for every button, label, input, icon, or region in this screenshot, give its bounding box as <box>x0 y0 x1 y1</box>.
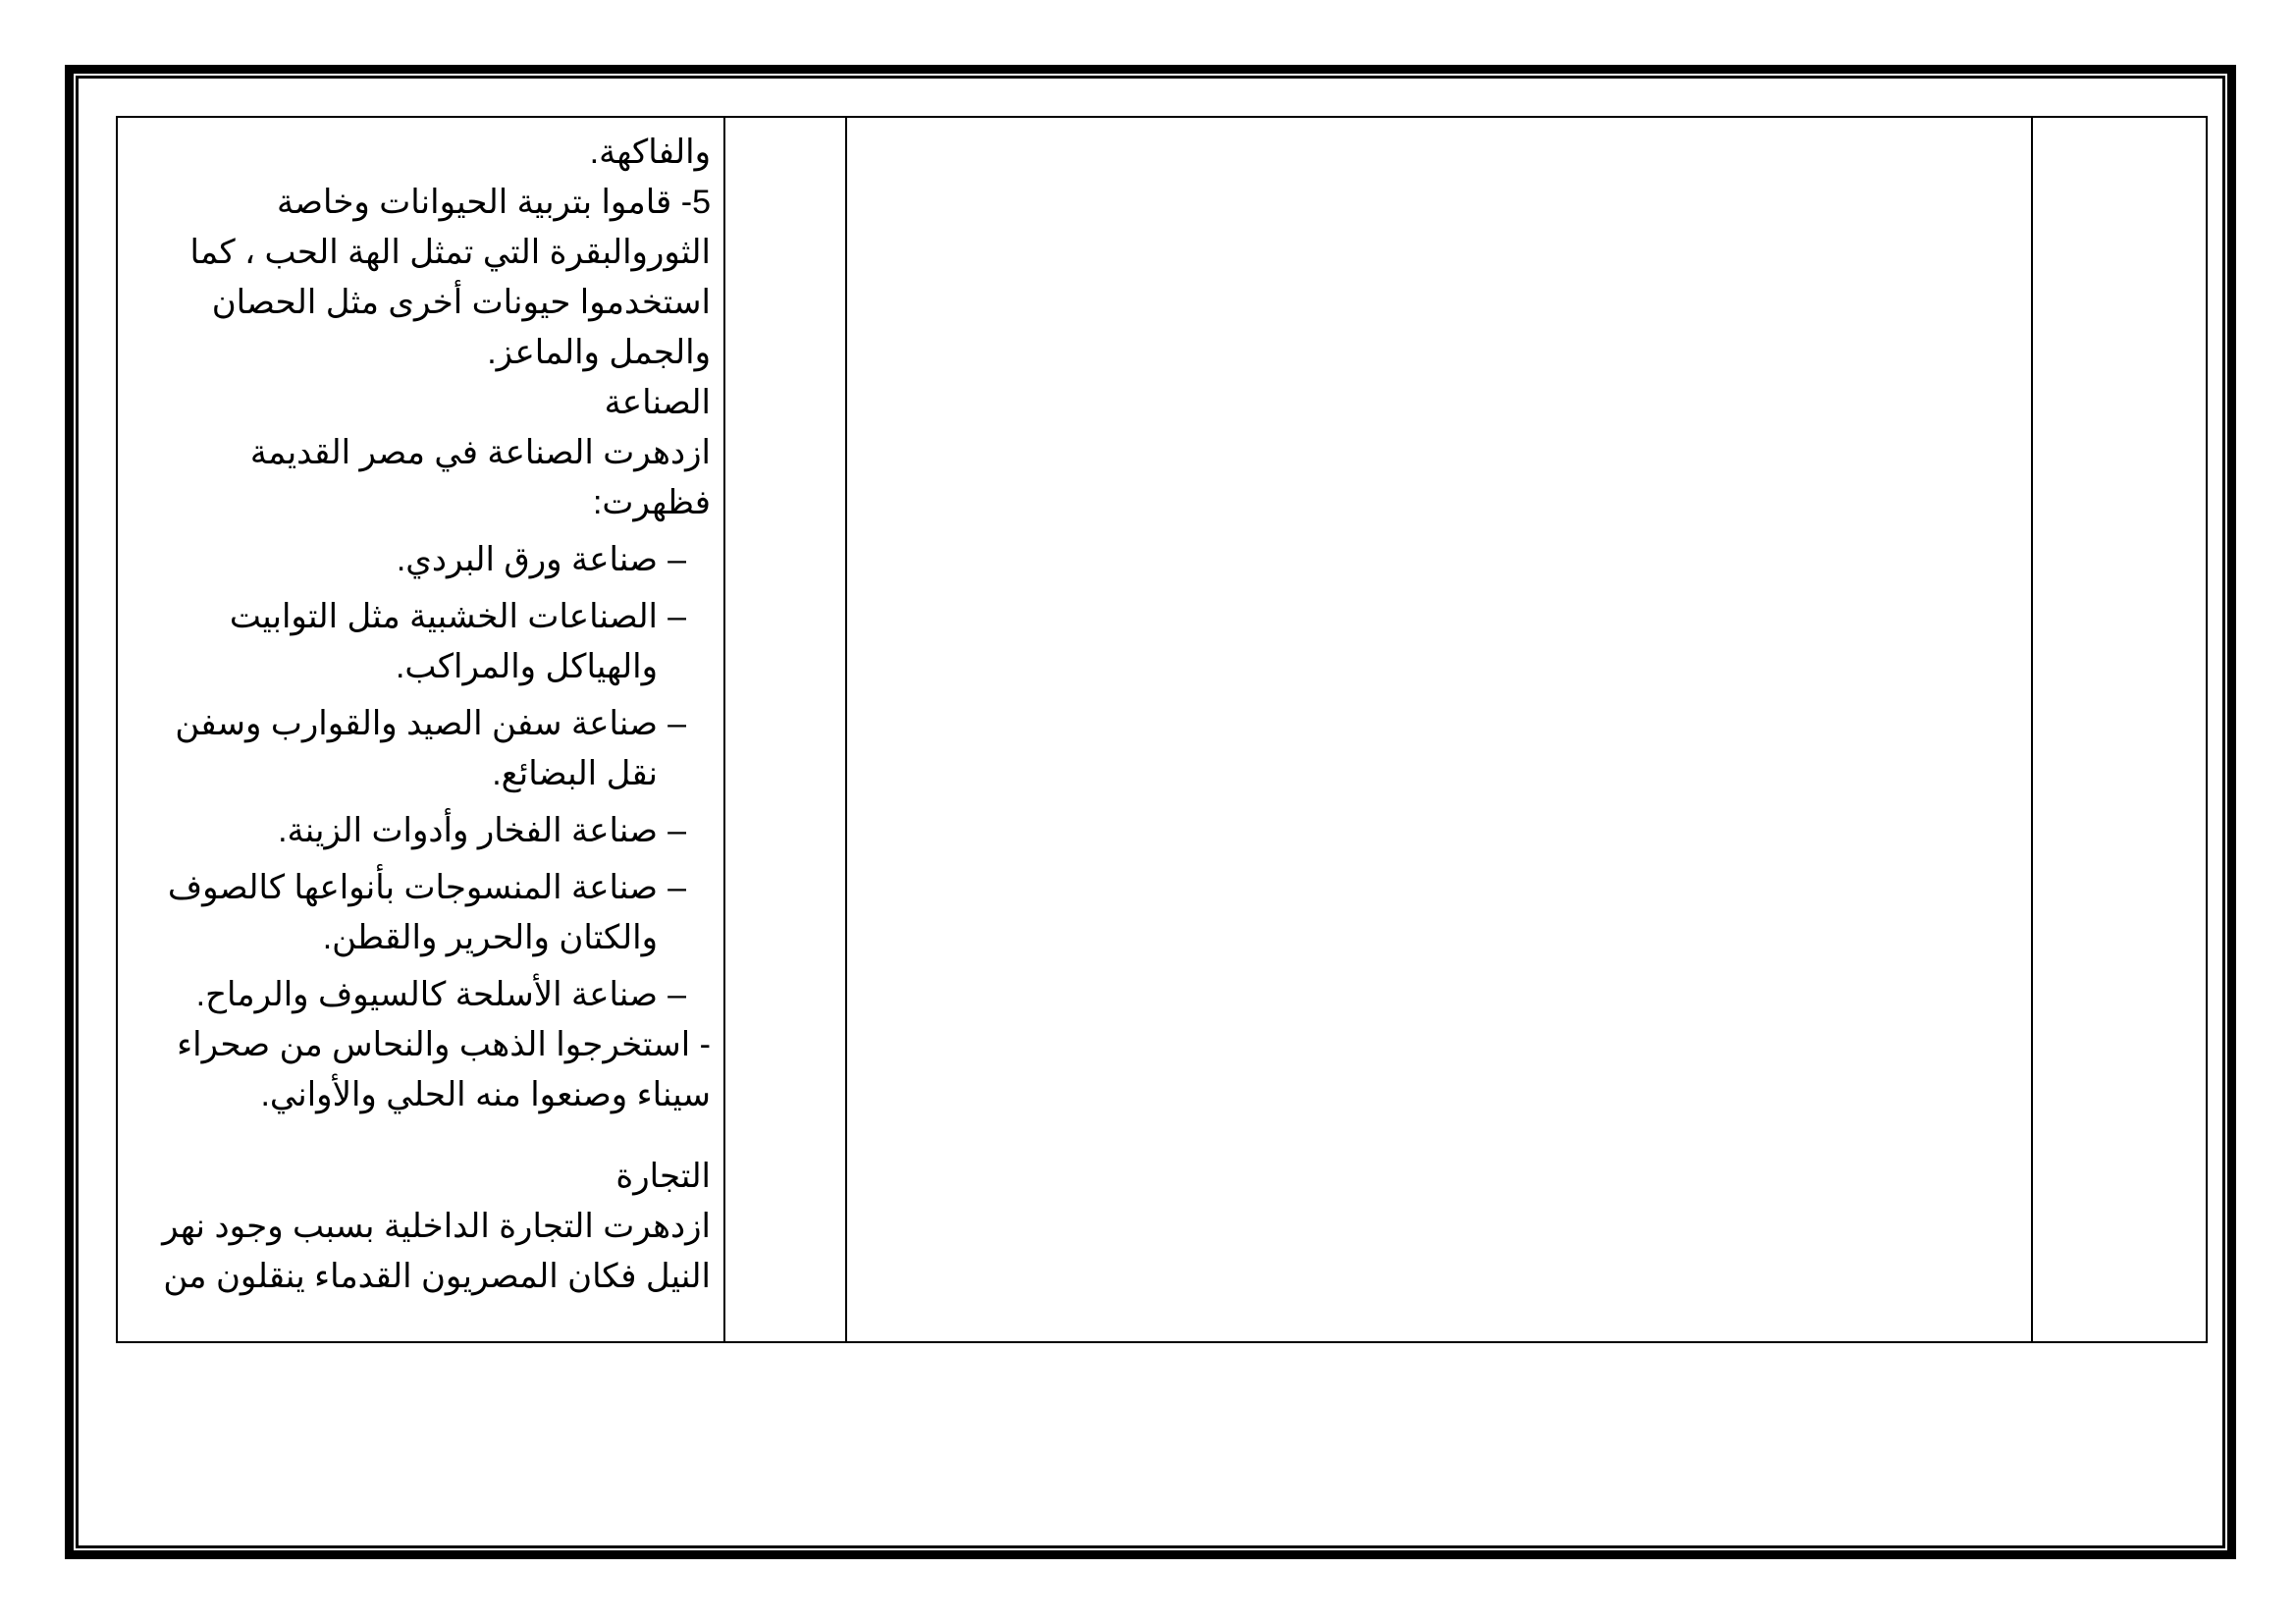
list-bullet: – <box>667 976 686 1013</box>
text-line: فظهرت: <box>592 484 711 521</box>
text-line: استخدموا حيونات أخرى مثل الحصان <box>211 284 711 321</box>
content-cell <box>118 118 723 1341</box>
text-line: والفاكهة. <box>589 134 711 171</box>
column-divider <box>845 118 847 1341</box>
list-bullet: – <box>667 705 686 742</box>
paragraph-spacer <box>128 1120 711 1152</box>
section-heading-industry: الصناعة <box>604 384 711 421</box>
text-line: والجمل والماعز. <box>487 334 711 371</box>
list-item-text: صناعة ورق البردي. <box>396 541 658 578</box>
text-line: ازدهرت التجارة الداخلية بسبب وجود نهر <box>162 1208 711 1245</box>
list-item-text: والهياكل والمراكب. <box>395 648 658 685</box>
list-item-text: صناعة المنسوجات بأنواعها كالصوف <box>167 869 658 906</box>
list-bullet: – <box>667 812 686 849</box>
industry-list-item <box>128 535 711 585</box>
text-line: الثوروالبقرة التي تمثل الهة الحب ، كما <box>189 234 711 271</box>
list-item-text: الصناعات الخشبية مثل التوابيت <box>229 598 658 635</box>
list-item-text: والكتان والحرير والقطن. <box>322 919 658 956</box>
column-divider <box>2031 118 2033 1341</box>
column-divider <box>723 118 725 1341</box>
text-line: النيل فكان المصريون القدماء ينقلون من <box>163 1258 711 1295</box>
text-line: ازدهرت الصناعة في مصر القديمة <box>249 434 711 471</box>
list-bullet: – <box>667 598 686 635</box>
industry-list-item <box>128 863 711 963</box>
industry-list-item <box>128 592 711 692</box>
section-heading-trade: التجارة <box>615 1158 711 1195</box>
list-item-text: صناعة الفخار وأدوات الزينة. <box>278 812 658 849</box>
industry-list-item <box>128 806 711 856</box>
list-bullet: – <box>667 541 686 578</box>
text-line: - استخرجوا الذهب والنحاس من صحراء <box>177 1026 711 1063</box>
list-item-text: صناعة الأسلحة كالسيوف والرماح. <box>195 976 658 1013</box>
list-item-text: صناعة سفن الصيد والقوارب وسفن <box>175 705 658 742</box>
text-line: 5- قاموا بتربية الحيوانات وخاصة <box>276 184 711 221</box>
text-line: سيناء وصنعوا منه الحلي والأواني. <box>260 1076 711 1113</box>
industry-list-item <box>128 970 711 1020</box>
lesson-table <box>116 116 2208 1343</box>
list-item-text: نقل البضائع. <box>492 755 658 792</box>
industry-list-item <box>128 699 711 799</box>
list-bullet: – <box>667 869 686 906</box>
lesson-content <box>128 128 711 1302</box>
